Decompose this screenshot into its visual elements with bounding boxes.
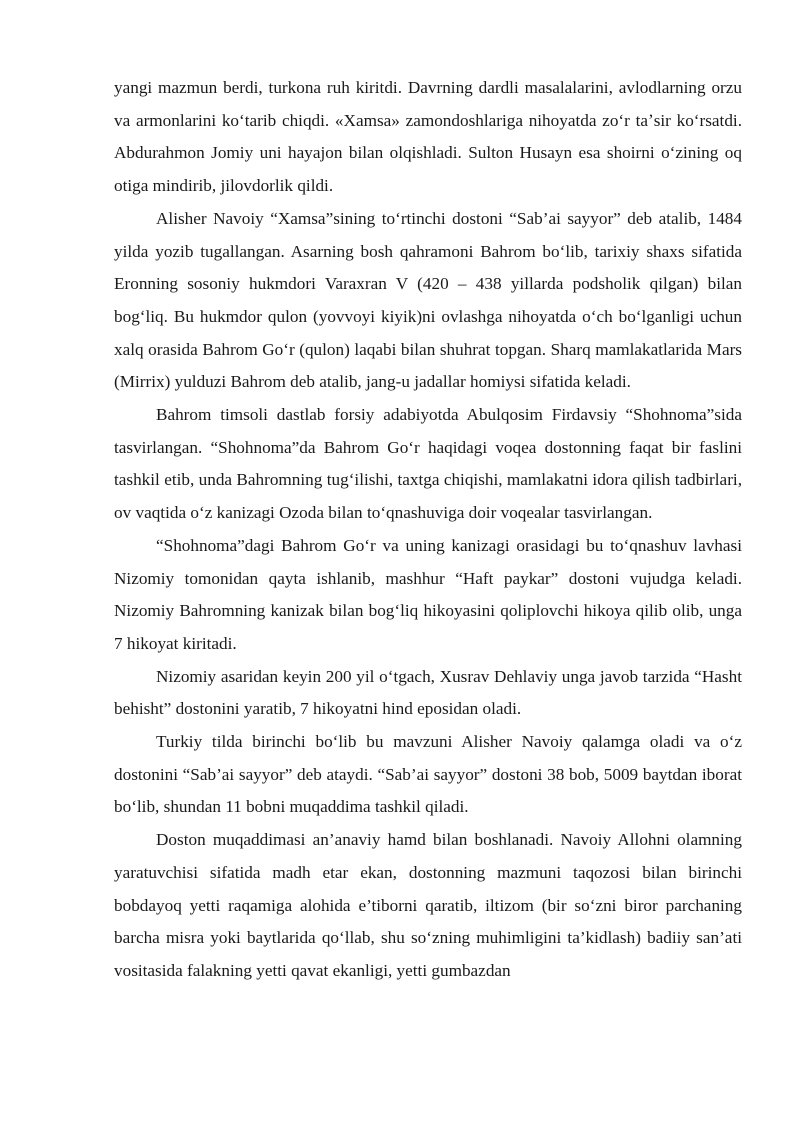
- paragraph-turkic-version: Turkiy tilda birinchi boʻlib bu mavzuni Alisher Navoiy qalamga oladi va oʻz dostonini “Sab’ai sayyor” deb ataydi. “Sab’ai sayyor” dostoni 38 bob, 5009 baytdan iborat boʻlib, shundan 11 bobni muqaddima tashkil qiladi.: [114, 732, 742, 817]
- paragraph-haft-paykar: “Shohnoma”dagi Bahrom Goʻr va uning kanizagi orasidagi bu toʻqnashuv lavhasi Nizomiy tomonidan qayta ishlanib, mashhur “Haft paykar” dostoni vujudga keladi. Nizomiy Bahromning kanizak bilan bogʻliq hikoyasini qoliplovchi hikoya qilib olib, unga 7 hikoyat kiritadi.: [114, 535, 742, 653]
- document-page: [114, 72, 742, 988]
- paragraph-continuation: yangi mazmun berdi, turkona ruh kiritdi. Davrning dardli masalalarini, avlodlarning orzu va armonlarini koʻtarib chiqdi. «Xamsa» zamondoshlariga nihoyatda zoʻr taʼsir koʻrsatdi. Abdurahmon Jomiy uni hayajon bilan olqishladi. Sulton Husayn esa shoirni oʻzining oq otiga mindirib, jilovdorlik qildi.: [114, 78, 742, 196]
- paragraph-shohnoma: Bahrom timsoli dastlab forsiy adabiyotda Abulqosim Firdavsiy “Shohnoma”sida tasvirlangan. “Shohnoma”da Bahrom Goʻr haqidagi voqea dostonning faqat bir faslini tashkil etib, unda Bahromning tugʻilishi, taxtga chiqishi, mamlakatni idora qilish tadbirlari, ov vaqtida oʻz kanizagi Ozoda bilan toʻqnashuviga doir voqealar tasvirlangan.: [114, 405, 742, 523]
- paragraph-muqaddima: Doston muqaddimasi an’anaviy hamd bilan boshlanadi. Navoiy Allohni olamning yaratuvchisi sifatida madh etar ekan, dostonning mazmuni taqozosi bilan birinchi bobdayoq yetti raqamiga alohida e’tiborni qaratib, iltizom (bir so‘zni biror parchaning barcha misra yoki baytlarida qo‘llab, shu so‘zning muhimligini ta’kidlash) badiiy san’ati vositasida falakning yetti qavat ekanligi, yetti gumbazdan: [114, 830, 742, 980]
- paragraph-sabai-sayyor-intro: Alisher Navoiy “Xamsa”sining toʻrtinchi dostoni “Sab’ai sayyor” deb atalib, 1484 yilda yozib tugallangan. Asarning bosh qahramoni Bahrom boʻlib, tarixiy shaxs sifatida Eronning sosoniy hukmdori Varaxran V (420 – 438 yillarda podsholik qilgan) bilan bogʻliq. Bu hukmdor qulon (yovvoyi kiyik)ni ovlashga nihoyatda oʻch boʻlganligi uchun xalq orasida Bahrom Goʻr (qulon) laqabi bilan shuhrat topgan. Sharq mamlakatlarida Mars (Mirrix) yulduzi Bahrom deb atalib, jang-u jadallar homiysi sifatida keladi.: [114, 208, 742, 392]
- paragraph-hasht-behisht: Nizomiy asaridan keyin 200 yil oʻtgach, Xusrav Dehlaviy unga javob tarzida “Hasht behisht” dostonini yaratib, 7 hikoyatni hind eposidan oladi.: [114, 666, 742, 719]
